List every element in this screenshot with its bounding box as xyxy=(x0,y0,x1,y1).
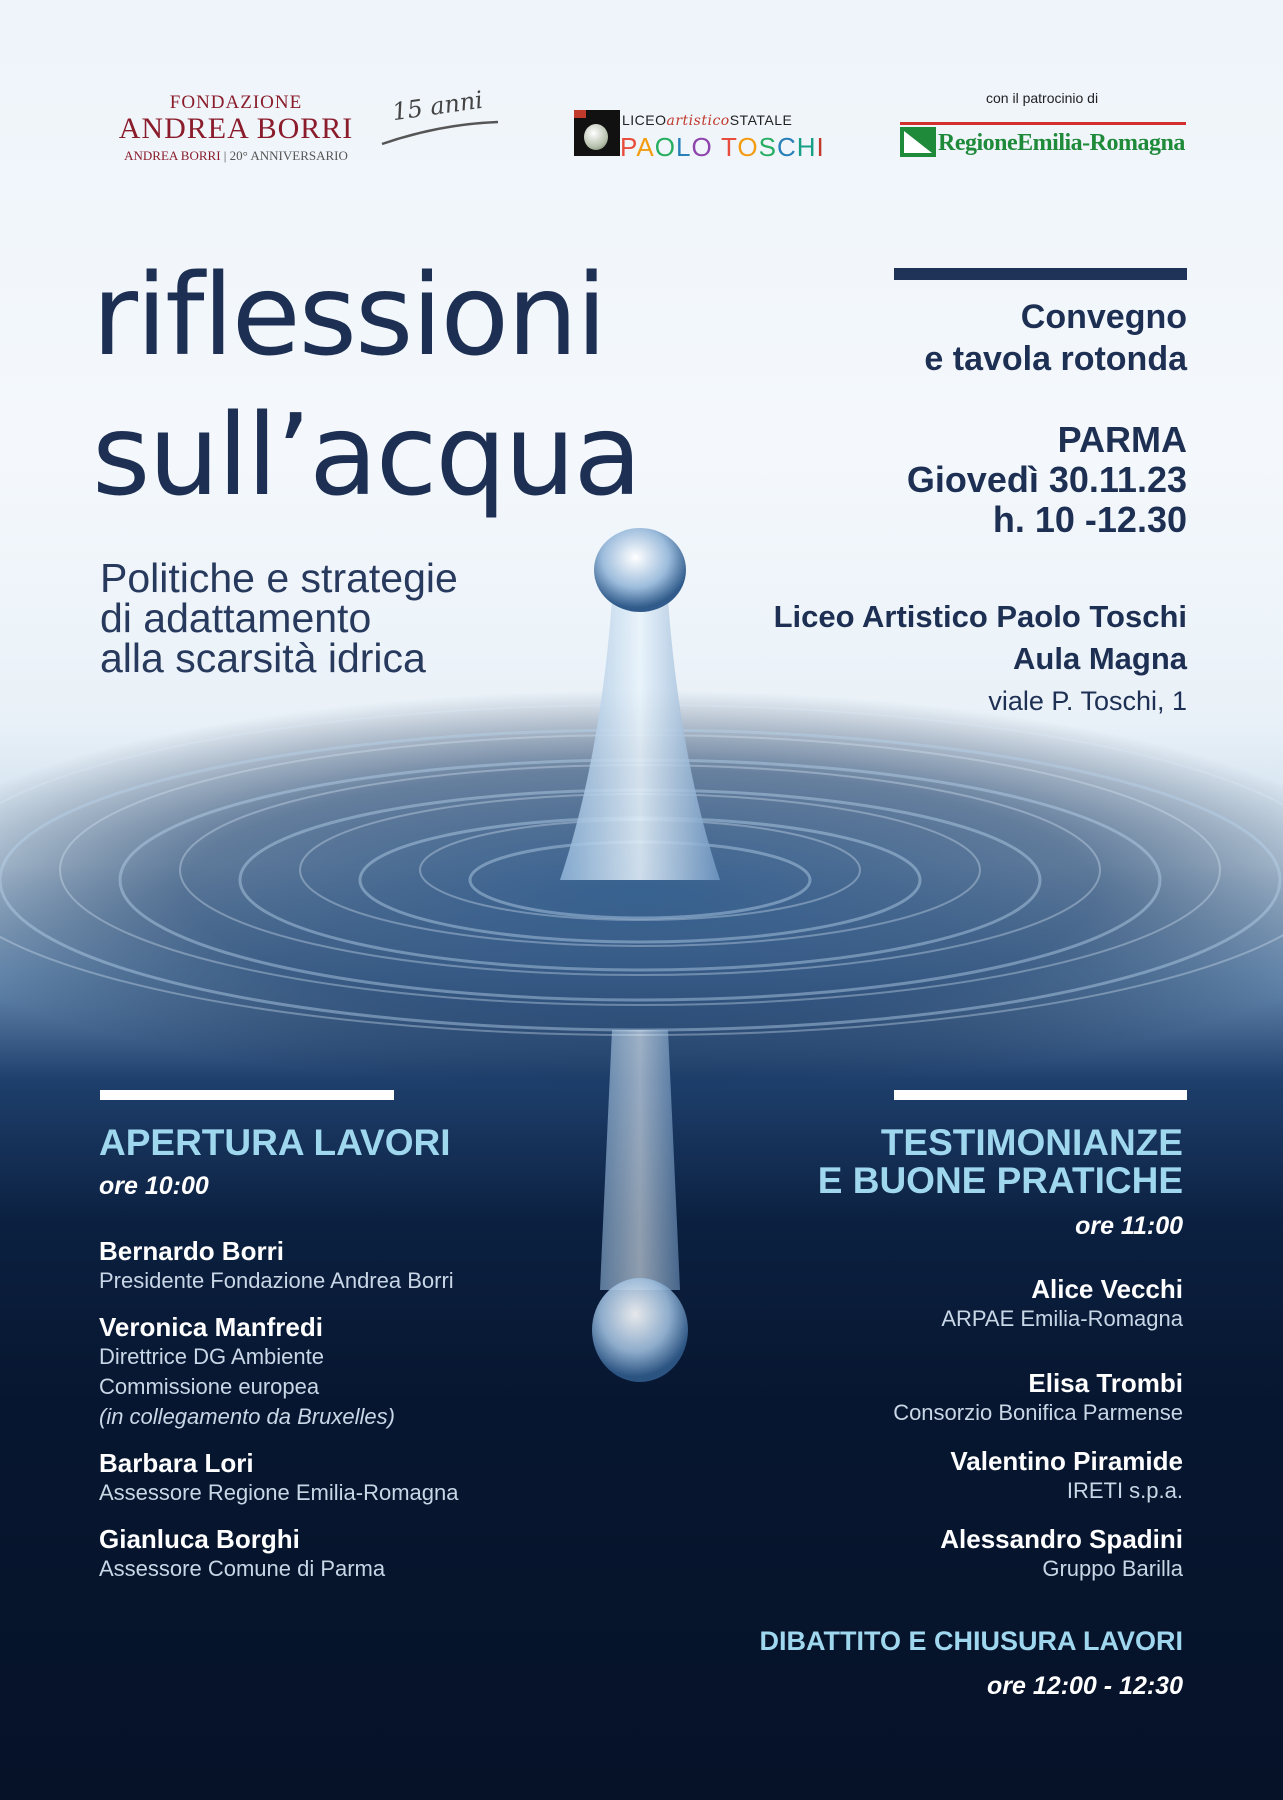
speaker-name: Gianluca Borghi xyxy=(99,1524,300,1554)
title-line1: riflessioni xyxy=(92,251,606,381)
apertura-time: ore 10:00 xyxy=(99,1172,209,1200)
swoosh-icon xyxy=(380,118,500,148)
fondazione-line2: ANDREA BORRI xyxy=(118,112,354,145)
liceo-name-letter: C xyxy=(776,132,797,162)
event-type-line2: e tavola rotonda xyxy=(924,340,1187,378)
event-type xyxy=(924,296,1187,380)
liceo-name-letter: A xyxy=(636,132,655,162)
testimonianze-speaker-list xyxy=(893,1274,1183,1584)
event-city: PARMA xyxy=(1057,419,1187,460)
event-venue xyxy=(774,596,1187,722)
speaker-role: Assessore Regione Emilia-Romagna xyxy=(99,1480,459,1505)
liceo-name-letter: O xyxy=(691,132,713,162)
regione-flag-icon xyxy=(900,127,936,157)
fondazione-line3b: 20° ANNIVERSARIO xyxy=(229,148,348,163)
speaker-name: Valentino Piramide xyxy=(950,1446,1183,1476)
apertura-speaker-list xyxy=(99,1236,459,1584)
liceo-logo-icon xyxy=(574,110,620,156)
closing-time: ore 12:00 - 12:30 xyxy=(987,1672,1183,1700)
speaker-name: Alice Vecchi xyxy=(1031,1274,1183,1304)
speaker xyxy=(99,1236,459,1296)
apertura-bar xyxy=(100,1090,394,1100)
fondazione-line1: FONDAZIONE xyxy=(169,92,303,113)
event-time: h. 10 -12.30 xyxy=(992,499,1187,540)
speaker xyxy=(893,1446,1183,1506)
liceo-name-letter: T xyxy=(720,132,738,162)
top-right-bar xyxy=(894,268,1187,280)
subtitle xyxy=(100,555,458,681)
regione-red-line xyxy=(900,122,1186,125)
subtitle-line1: Politiche e strategie xyxy=(100,555,458,601)
liceo-name xyxy=(620,132,825,163)
testimonianze-bar xyxy=(894,1090,1187,1100)
speaker-name: Veronica Manfredi xyxy=(99,1312,323,1342)
venue-address: viale P. Toschi, 1 xyxy=(988,686,1187,716)
fondazione-line3a: ANDREA BORRI xyxy=(124,148,221,163)
liceo-name-letter: P xyxy=(620,132,637,162)
venue-line1: Liceo Artistico Paolo Toschi xyxy=(773,599,1187,634)
liceo-name-letter: O xyxy=(654,132,676,162)
speaker-role: Commissione europea xyxy=(99,1374,320,1399)
speaker-name: Bernardo Borri xyxy=(99,1236,284,1266)
subtitle-line2: di adattamento xyxy=(100,595,372,641)
testimonianze-time: ore 11:00 xyxy=(1075,1212,1183,1240)
speaker xyxy=(893,1274,1183,1334)
speaker xyxy=(99,1524,459,1584)
patrocinio-label: con il patrocinio di xyxy=(986,90,1099,106)
speaker xyxy=(99,1448,459,1508)
apertura-title: APERTURA LAVORI xyxy=(99,1122,451,1163)
anni-badge: 15 anni xyxy=(390,85,485,127)
venue-line2: Aula Magna xyxy=(1013,641,1187,676)
event-date: Giovedì 30.11.23 xyxy=(906,459,1187,500)
speaker xyxy=(893,1368,1183,1428)
testimonianze-title-line2: E BUONE PRATICHE xyxy=(817,1160,1183,1201)
event-when xyxy=(907,420,1187,540)
liceo-line1: LICEOartisticoSTATALE xyxy=(622,112,793,129)
title-line2: sull’acqua xyxy=(92,391,641,521)
speaker-name: Alessandro Spadini xyxy=(940,1524,1183,1554)
liceo-name-letter xyxy=(713,132,721,162)
liceo-name-letter: O xyxy=(737,132,759,162)
speaker-role: Assessore Comune di Parma xyxy=(99,1556,386,1581)
speaker-role: Presidente Fondazione Andrea Borri xyxy=(99,1268,454,1293)
speaker xyxy=(99,1312,459,1432)
speaker-role: Direttrice DG Ambiente xyxy=(99,1344,324,1369)
closing-title: DIBATTITO E CHIUSURA LAVORI xyxy=(759,1626,1183,1656)
event-type-line1: Convegno xyxy=(1020,298,1187,336)
subtitle-line3: alla scarsità idrica xyxy=(100,635,426,681)
testimonianze-title xyxy=(818,1124,1183,1200)
liceo-name-letter: I xyxy=(816,132,825,162)
speaker-name: Elisa Trombi xyxy=(1028,1368,1183,1398)
liceo-name-letter: L xyxy=(676,132,692,162)
speaker xyxy=(893,1524,1183,1584)
speaker-note: (in collegamento da Bruxelles) xyxy=(99,1404,395,1429)
speaker-role: IRETI s.p.a. xyxy=(1066,1478,1183,1503)
speaker-role: Consorzio Bonifica Parmense xyxy=(893,1400,1183,1425)
speaker-name: Barbara Lori xyxy=(99,1448,254,1478)
speaker-role: ARPAE Emilia-Romagna xyxy=(941,1306,1183,1331)
liceo-name-letter: H xyxy=(796,132,817,162)
fondazione-logo: FONDAZIONE ANDREA BORRI ANDREA BORRI | 20° ANNIVERSARIO xyxy=(96,92,376,164)
speaker-role: Gruppo Barilla xyxy=(1042,1556,1183,1581)
regione-name: RegioneEmilia-Romagna xyxy=(938,130,1185,156)
testimonianze-title-line1: TESTIMONIANZE xyxy=(880,1122,1183,1163)
liceo-name-letter: S xyxy=(758,132,777,162)
